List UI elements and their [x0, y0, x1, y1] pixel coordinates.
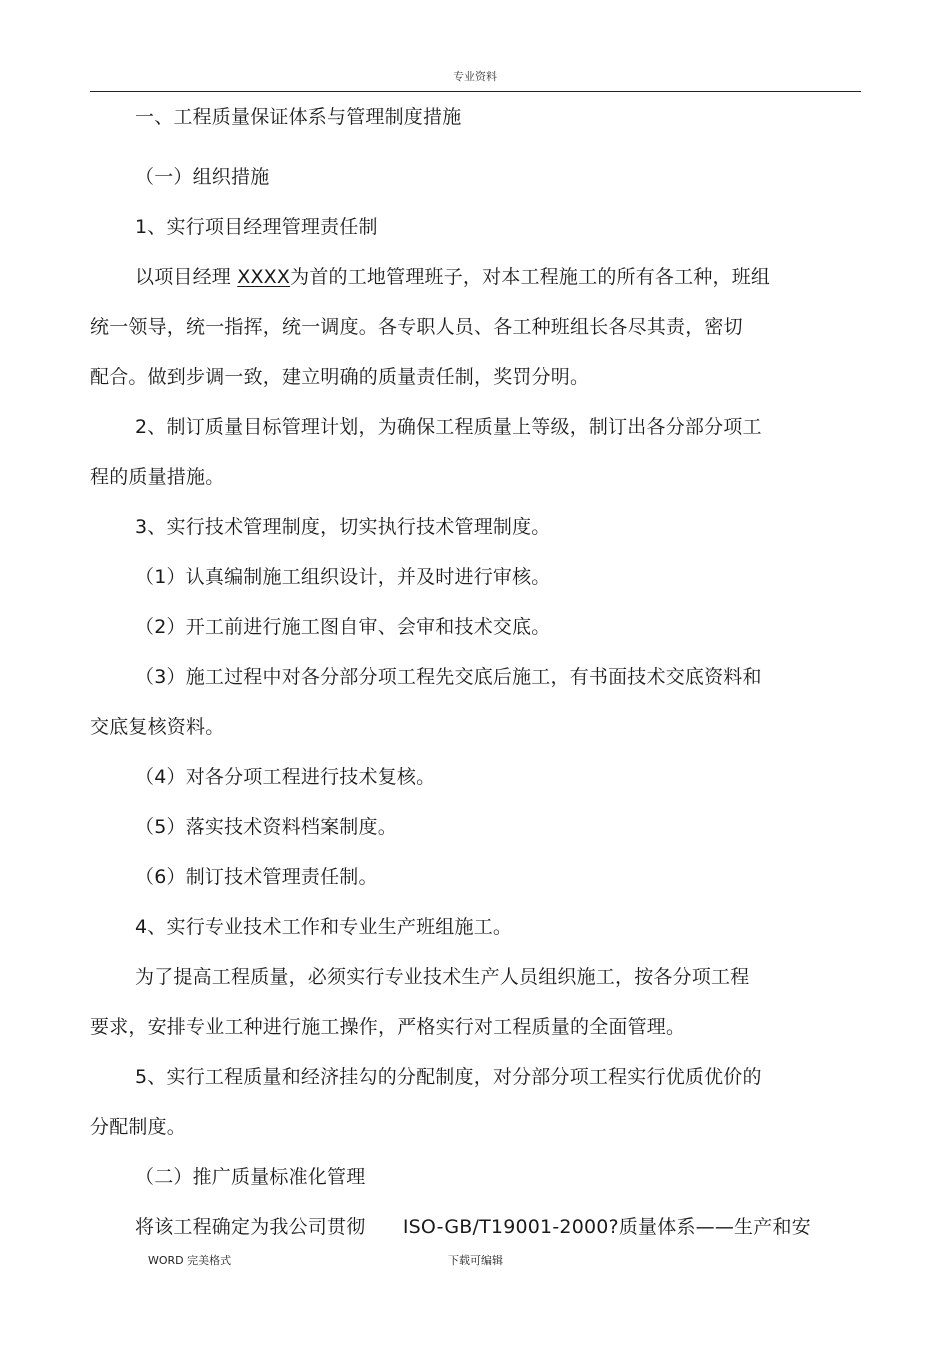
footer-right: 下载可编辑	[448, 1254, 503, 1267]
item-heading-2: 2、制订质量目标管理计划，为确保工程质量上等级，制订出各分部分项工	[135, 416, 762, 438]
paragraph-line: 统一领导，统一指挥，统一调度。各专职人员、各工种班组长各尽其责，密切	[90, 316, 743, 338]
text-run: 为首的工地管理班子，对本工程施工的所有各工种，班组	[290, 266, 771, 288]
item-heading-3: 3、实行技术管理制度，切实执行技术管理制度。	[135, 516, 551, 538]
header-divider	[90, 91, 861, 92]
item-heading-1: 1、实行项目经理管理责任制	[135, 216, 378, 238]
paragraph-line	[135, 265, 770, 289]
paragraph-line: 配合。做到步调一致，建立明确的质量责任制，奖罚分明。	[90, 366, 590, 388]
footer-left: WORD 完美格式	[148, 1254, 232, 1267]
list-item: （5）落实技术资料档案制度。	[135, 816, 397, 838]
subsection-heading: （二）推广质量标准化管理	[135, 1166, 366, 1188]
list-item: （3）施工过程中对各分部分项工程先交底后施工，有书面技术交底资料和	[135, 666, 762, 688]
paragraph-line: 将该工程确定为我公司贯彻 ISO-GB/T19001-2000?质量体系——生产和安	[135, 1216, 811, 1238]
text-run: 以项目经理	[135, 266, 238, 288]
manager-name-placeholder: XXXX	[237, 266, 291, 288]
item-heading-5: 5、实行工程质量和经济挂勾的分配制度，对分部分项工程实行优质优价的	[135, 1066, 762, 1088]
section-heading: 一、工程质量保证体系与管理制度措施	[135, 106, 462, 128]
paragraph-line: 交底复核资料。	[90, 716, 225, 738]
paragraph-line: 要求，安排专业工种进行施工操作，严格实行对工程质量的全面管理。	[90, 1016, 686, 1038]
paragraph-line: 为了提高工程质量，必须实行专业技术生产人员组织施工，按各分项工程	[135, 966, 750, 988]
list-item: （6）制订技术管理责任制。	[135, 866, 378, 888]
list-item: （2）开工前进行施工图自审、会审和技术交底。	[135, 616, 551, 638]
paragraph-line: 程的质量措施。	[90, 466, 225, 488]
list-item: （4）对各分项工程进行技术复核。	[135, 766, 436, 788]
page-header: 专业资料	[453, 70, 497, 83]
item-heading-4: 4、实行专业技术工作和专业生产班组施工。	[135, 916, 513, 938]
subsection-heading: （一）组织措施	[135, 166, 270, 188]
list-item: （1）认真编制施工组织设计，并及时进行审核。	[135, 566, 551, 588]
paragraph-line: 分配制度。	[90, 1116, 187, 1138]
